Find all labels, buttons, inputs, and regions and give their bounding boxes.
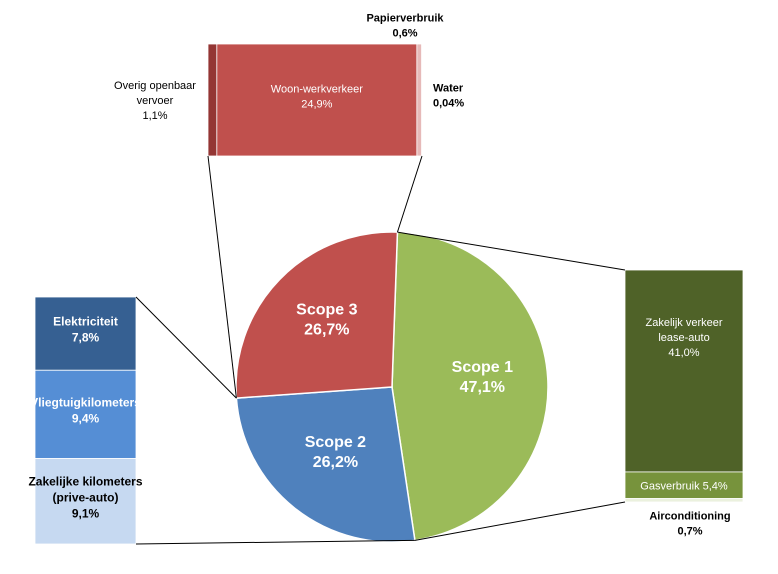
bar-segment-water [422,44,423,156]
connector-line [397,156,422,232]
label-zakelijk-verkeer-lease-auto: Zakelijk verkeer lease-auto 41,0% [645,317,723,359]
label-water: Water 0,04% [433,82,465,110]
label-gasverbruik: Gasverbruik 5,4% [640,480,728,493]
connector-line [136,540,415,544]
label-vliegtuigkilometers: Vliegtuigkilometers 9,4% [30,395,141,426]
connector-line [208,156,236,398]
label-overig-openbaar-vervoer: Overig openbaar vervoer 1,1% [114,80,196,122]
pie-label-scope-3: Scope 3 26,7% [296,301,358,339]
label-airconditioning: Airconditioning 0,7% [649,510,731,538]
bar-segment-airconditioning [625,499,743,502]
label-woon-werkverkeer: Woon-werkverkeer 24,9% [270,83,363,111]
label-papierverbruik: Papierverbruik 0,6% [366,12,444,40]
pie-label-scope-2: Scope 2 26,2% [304,434,367,472]
bar-segment-zakelijk-verkeer-lease-auto [625,270,743,472]
pie-label-scope-1: Scope 1 47,1% [451,358,514,396]
label-zakelijke-kilometers: Zakelijke kilometers (prive-auto) 9,1% [28,474,143,521]
connector-line [136,297,236,398]
label-elektriciteit: Elektriciteit 7,8% [53,314,118,345]
bar-segment-overig-openbaar-vervoer [208,44,217,156]
bar-segment-papierverbruik [417,44,422,156]
